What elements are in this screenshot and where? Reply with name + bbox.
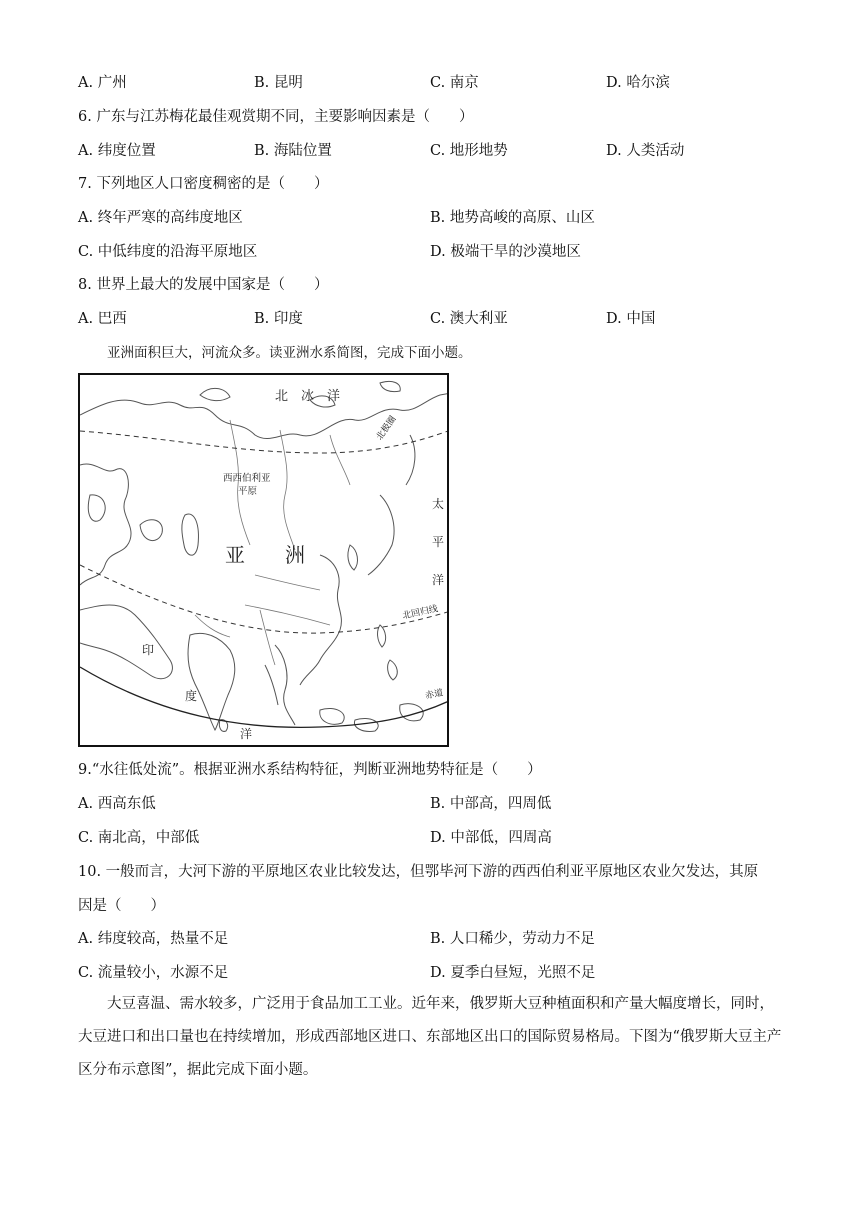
q7-option-a[interactable]: A. 终年严寒的高纬度地区 bbox=[78, 210, 243, 226]
q9-option-b[interactable]: B. 中部高，四周低 bbox=[430, 796, 552, 812]
map-label-arctic-ocean: 北 冰 洋 bbox=[275, 389, 341, 404]
q9-option-a[interactable]: A. 西高东低 bbox=[78, 796, 156, 812]
q8-option-a[interactable]: A. 巴西 bbox=[78, 311, 127, 327]
q10-stem-line-2: 因是（ ） bbox=[78, 898, 165, 914]
q7-option-b[interactable]: B. 地势高峻的高原、山区 bbox=[430, 210, 595, 226]
asia-intro: 亚洲面积巨大，河流众多。读亚洲水系简图，完成下面小题。 bbox=[107, 345, 472, 361]
q10-option-b[interactable]: B. 人口稀少，劳动力不足 bbox=[430, 931, 595, 947]
q5-option-d[interactable]: D. 哈尔滨 bbox=[606, 75, 670, 91]
asia-river-map bbox=[78, 373, 449, 747]
q6-option-c[interactable]: C. 地形地势 bbox=[430, 143, 508, 159]
q9-option-c[interactable]: C. 南北高，中部低 bbox=[78, 830, 200, 846]
q8-option-d[interactable]: D. 中国 bbox=[606, 311, 656, 327]
map-label-west-siberian-plain-1: 西西伯利亚 bbox=[223, 473, 271, 484]
map-label-pacific-2: 平 bbox=[432, 535, 445, 549]
q8-stem: 8. 世界上最大的发展中国家是（ ） bbox=[78, 277, 329, 293]
map-label-arctic-circle: 北极圈 bbox=[374, 414, 399, 443]
q8-option-c[interactable]: C. 澳大利亚 bbox=[430, 311, 508, 327]
soybean-intro-paragraph bbox=[78, 988, 784, 1087]
map-label-pacific-3: 洋 bbox=[432, 573, 445, 587]
map-label-asia: 亚 洲 bbox=[225, 543, 305, 567]
map-label-indian-1: 印 bbox=[142, 643, 155, 657]
map-label-tropic-of-cancer: 北回归线 bbox=[401, 604, 439, 622]
q8-option-b[interactable]: B. 印度 bbox=[254, 311, 303, 327]
q7-stem: 7. 下列地区人口密度稠密的是（ ） bbox=[78, 176, 329, 192]
q6-stem: 6. 广东与江苏梅花最佳观赏期不同，主要影响因素是（ ） bbox=[78, 109, 474, 125]
map-label-west-siberian-plain-2: 平原 bbox=[238, 486, 258, 497]
soybean-intro-text: 大豆喜温、需水较多，广泛用于食品加工工业。近年来，俄罗斯大豆种植面积和产量大幅度增长，同时，大豆进口和出口量也在持续增加，形成西部地区进口、东部地区出口的国际贸易格局。下图为“俄罗斯大豆主产区分布示意图”，据此完成下面小题。 bbox=[78, 996, 782, 1078]
q9-option-d[interactable]: D. 中部低，四周高 bbox=[430, 830, 552, 846]
q10-option-c[interactable]: C. 流量较小，水源不足 bbox=[78, 965, 229, 981]
map-label-indian-3: 洋 bbox=[240, 727, 253, 741]
map-label-pacific-1: 太 bbox=[432, 497, 445, 511]
q7-option-c[interactable]: C. 中低纬度的沿海平原地区 bbox=[78, 244, 258, 260]
q10-stem-line-1: 10. 一般而言，大河下游的平原地区农业比较发达，但鄂毕河下游的西西伯利亚平原地区农业欠发达，其原 bbox=[78, 864, 759, 880]
q5-option-a[interactable]: A. 广州 bbox=[78, 75, 127, 91]
q6-option-b[interactable]: B. 海陆位置 bbox=[254, 143, 332, 159]
q9-stem: 9.“水往低处流”。根据亚洲水系结构特征，判断亚洲地势特征是（ ） bbox=[78, 762, 542, 778]
map-label-indian-2: 度 bbox=[185, 689, 198, 703]
q5-option-c[interactable]: C. 南京 bbox=[430, 75, 479, 91]
map-label-equator: 赤道 bbox=[424, 688, 445, 702]
q10-option-d[interactable]: D. 夏季白昼短，光照不足 bbox=[430, 965, 596, 981]
q10-option-a[interactable]: A. 纬度较高，热量不足 bbox=[78, 931, 229, 947]
q7-option-d[interactable]: D. 极端干旱的沙漠地区 bbox=[430, 244, 581, 260]
q6-option-d[interactable]: D. 人类活动 bbox=[606, 143, 685, 159]
q5-option-b[interactable]: B. 昆明 bbox=[254, 75, 303, 91]
q6-option-a[interactable]: A. 纬度位置 bbox=[78, 143, 156, 159]
